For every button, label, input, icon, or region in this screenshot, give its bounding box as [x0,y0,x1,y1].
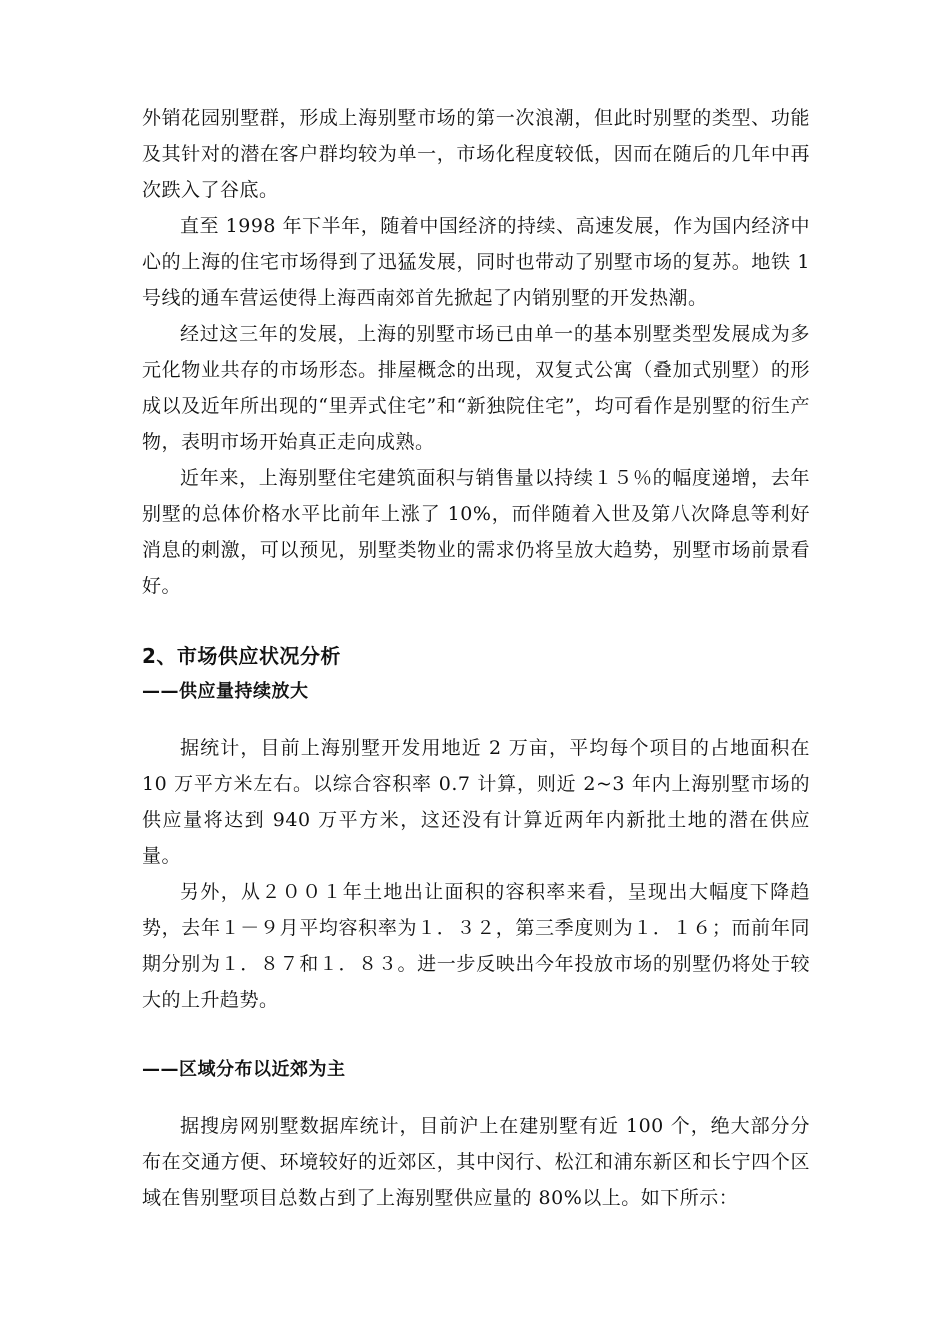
distribution-paragraph-1: 据搜房网别墅数据库统计，目前沪上在建别墅有近 100 个，绝大部分分布在交通方便、环境较好的近郊区，其中闵行、松江和浦东新区和长宁四个区域在售别墅项目总数占到了上海别墅供应量的 80%以上。如下所示： [142,1115,810,1209]
intro-paragraph-1: 外销花园别墅群，形成上海别墅市场的第一次浪潮，但此时别墅的类型、功能及其针对的潜在客户群均较为单一，市场化程度较低，因而在随后的几年中再次跌入了谷底。 [142,107,810,201]
supply-paragraph-2: 另外，从２００１年土地出让面积的容积率来看，呈现出大幅度下降趋势，去年１－９月平均容积率为１．３２，第三季度则为１．１６；而前年同期分别为１．８７和１．８３。进一步反映出今年投放市场的别墅仍将处于较大的上升趋势。 [142,881,810,1011]
spacer [142,1088,810,1108]
intro-paragraph-3: 经过这三年的发展，上海的别墅市场已由单一的基本别墅类型发展成为多元化物业共存的市场形态。排屋概念的出现，双复式公寓（叠加式别墅）的形成以及近年所出现的“里弄式住宅”和“新独院住宅”，均可看作是别墅的衍生产物，表明市场开始真正走向成熟。 [142,323,810,453]
spacer [142,1018,810,1052]
supply-paragraph-1: 据统计，目前上海别墅开发用地近 2 万亩，平均每个项目的占地面积在 10 万平方米左右。以综合容积率 0.7 计算，则近 2~3 年内上海别墅市场的供应量将达到 940 万平方米，这还没有计算近两年内新批土地的潜在供应量。 [142,737,810,867]
document-page [142,100,810,1216]
intro-paragraph-2: 直至 1998 年下半年，随着中国经济的持续、高速发展，作为国内经济中心的上海的住宅市场得到了迅猛发展，同时也带动了别墅市场的复苏。地铁 1 号线的通车营运使得上海西南郊首先掀起了内销别墅的开发热潮。 [142,215,810,309]
subheading-distribution: ——区域分布以近郊为主 [142,1059,346,1080]
intro-paragraph-4: 近年来，上海别墅住宅建筑面积与销售量以持续１５％的幅度递增，去年别墅的总体价格水平比前年上涨了 10%，而伴随着入世及第八次降息等利好消息的刺激，可以预见，别墅类物业的需求仍将呈放大趋势，别墅市场前景看好。 [142,467,810,597]
subheading-supply: ——供应量持续放大 [142,681,309,702]
spacer [142,604,810,638]
section-heading: 2、市场供应状况分析 [142,644,341,668]
spacer [142,710,810,730]
